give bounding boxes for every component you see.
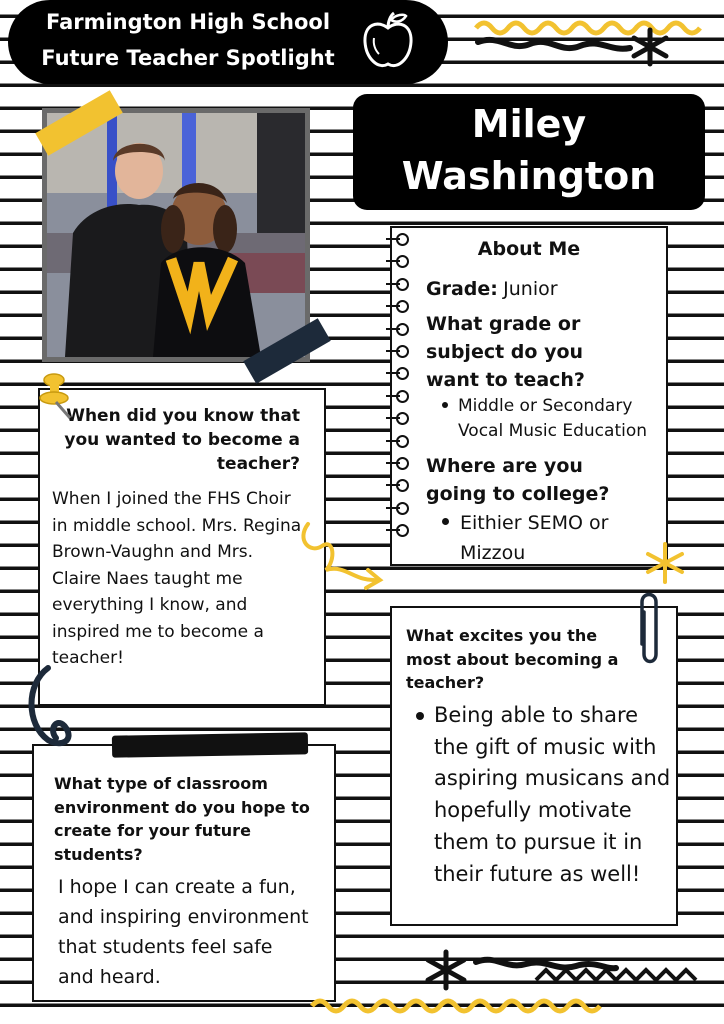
subject-answer-line: Middle or Secondary <box>458 396 633 416</box>
grade-label: Grade: <box>426 278 498 300</box>
question-line: you wanted to become a <box>64 430 300 450</box>
spiral-ring <box>396 323 409 336</box>
answer-line: the gift of music with <box>434 734 657 759</box>
navy-curl-doodle <box>22 664 82 756</box>
answer-line: Claire Naes taught me <box>52 568 243 589</box>
answer-line: in middle school. Mrs. Regina <box>52 515 302 536</box>
answer-line: that students feel safe <box>58 936 273 958</box>
answer-line: aspiring musicans and <box>434 766 671 791</box>
when-knew-answer <box>52 486 301 672</box>
answer-line: them to pursue it in <box>434 829 643 854</box>
yellow-star-doodle <box>642 540 688 586</box>
apple-icon <box>360 10 416 72</box>
grade-value: Junior <box>503 278 558 300</box>
student-last-name: Washington <box>401 154 657 198</box>
answer-line: and inspiring environment <box>58 906 309 928</box>
college-answer-line: Eithier SEMO or <box>460 512 609 534</box>
answer-line: When I joined the FHS Choir <box>52 489 291 509</box>
classroom-question <box>54 772 310 866</box>
question-line: create for your future <box>54 821 251 840</box>
school-name: Farmington High School <box>45 10 331 34</box>
black-tape <box>112 732 308 757</box>
answer-line: Brown-Vaughn and Mrs. <box>52 542 254 562</box>
question-line: most about becoming a <box>406 649 619 669</box>
question-line: teacher? <box>216 454 300 474</box>
pushpin-icon <box>34 368 82 424</box>
student-first-name: Miley <box>471 102 587 146</box>
answer-line: teacher! <box>52 648 124 668</box>
college-answer-line: Mizzou <box>460 542 526 564</box>
question-line: students? <box>54 844 143 864</box>
question-line: teacher? <box>406 673 485 692</box>
subject-answer-line: Vocal Music Education <box>458 421 648 441</box>
grade-row <box>426 278 558 301</box>
top-doodles <box>470 8 720 68</box>
answer-line: and heard. <box>58 966 161 988</box>
spiral-ring <box>396 457 409 470</box>
spotlight-title: Future Teacher Spotlight <box>41 46 335 70</box>
spiral-ring <box>396 502 409 515</box>
student-name-box <box>353 94 705 210</box>
question-line: When did you know that <box>66 406 300 426</box>
subject-answer <box>458 394 647 444</box>
answer-line: I hope I can create a fun, <box>58 876 296 898</box>
college-answer <box>460 508 608 568</box>
header-banner <box>8 0 448 84</box>
bullet <box>416 712 424 720</box>
classroom-answer <box>58 872 309 992</box>
student-photo <box>42 108 310 362</box>
squiggle-arrow <box>296 520 388 594</box>
bottom-doodles <box>300 940 724 1024</box>
about-me-title: About Me <box>477 238 581 260</box>
question-line: environment do you hope to <box>54 797 310 817</box>
question-line: What type of classroom <box>54 774 268 793</box>
answer-line: everything I know, and <box>52 595 248 615</box>
spiral-ring <box>396 233 409 246</box>
answer-line: their future as well! <box>434 861 641 886</box>
photo-two-people <box>47 113 305 357</box>
answer-line: Being able to share <box>434 703 639 727</box>
bullet <box>442 518 449 525</box>
bullet <box>442 402 448 408</box>
answer-line: hopefully motivate <box>434 798 632 823</box>
answer-line: inspired me to become a <box>52 621 264 642</box>
college-question: Where are you going to college? <box>426 455 610 505</box>
excites-question <box>406 624 618 695</box>
spiral-ring <box>396 278 409 291</box>
spiral-ring <box>396 435 409 448</box>
spiral-ring <box>396 390 409 403</box>
question-line: What excites you the <box>406 626 598 645</box>
spiral-ring <box>396 345 409 358</box>
excites-answer <box>434 700 670 890</box>
subject-question: What grade or subject do you want to teach? <box>426 313 585 391</box>
paper-clip-icon <box>636 590 662 670</box>
